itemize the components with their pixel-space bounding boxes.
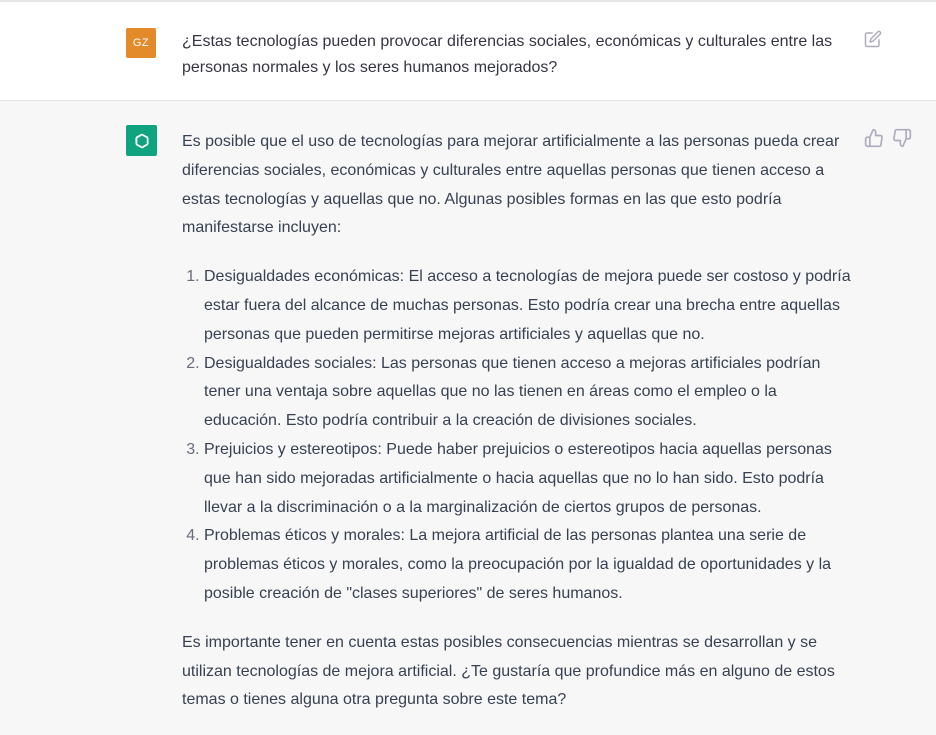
user-message-text: ¿Estas tecnologías pueden provocar diferencias sociales, económicas y culturales entre las personas normales y los seres humanos mejorados? xyxy=(182,33,833,76)
reply-list xyxy=(182,263,858,609)
list-item: 4. Problemas éticos y morales: La mejora artificial de las personas plantea una serie de problemas éticos y morales, como la preocupación por la igualdad de oportunidades y la posible creación de "clases superiores" de seres humanos. xyxy=(204,522,858,608)
assistant-avatar xyxy=(126,125,157,156)
assistant-message-row xyxy=(0,101,936,735)
openai-logo-icon xyxy=(132,131,152,151)
user-avatar: GZ xyxy=(126,28,156,58)
thumbs-down-icon[interactable] xyxy=(892,128,912,148)
user-message-row xyxy=(0,2,936,101)
edit-icon[interactable] xyxy=(864,30,882,48)
assistant-message-text xyxy=(182,128,858,715)
list-item: 1. Desigualdades económicas: El acceso a tecnologías de mejora puede ser costoso y podría estar fuera del alcance de muchas personas. Esto podría crear una brecha entre aquellas personas que pueden permitirse mejoras artificiales y aquellas que no. xyxy=(204,263,858,349)
thumbs-up-icon[interactable] xyxy=(864,128,884,148)
reply-outro: Es importante tener en cuenta estas posibles consecuencias mientras se desarrollan y se utilizan tecnologías de mejora artificial. ¿Te gustaría que profundice más en alguno de estos temas o tienes alguna otra pregunta sobre este tema? xyxy=(182,633,835,709)
list-item: 2. Desigualdades sociales: Las personas que tienen acceso a mejoras artificiales podrían tener una ventaja sobre aquellas que no las tienen en áreas como el empleo o la educación. Esto podría contribuir a la creación de divisiones sociales. xyxy=(204,350,858,436)
list-item: 3. Prejuicios y estereotipos: Puede haber prejuicios o estereotipos hacia aquellas personas que han sido mejoradas artificialmente o hacia aquellas que no lo han sido. Esto podría llevar a la discriminación o a la marginalización de ciertos grupos de personas. xyxy=(204,436,858,522)
reply-intro: Es posible que el uso de tecnologías para mejorar artificialmente a las personas pueda crear diferencias sociales, económicas y culturales entre aquellas personas que tienen acceso a estas tecnologías y aquellas que no. Algunas posibles formas en las que esto podría manifestarse incluyen: xyxy=(182,133,840,237)
